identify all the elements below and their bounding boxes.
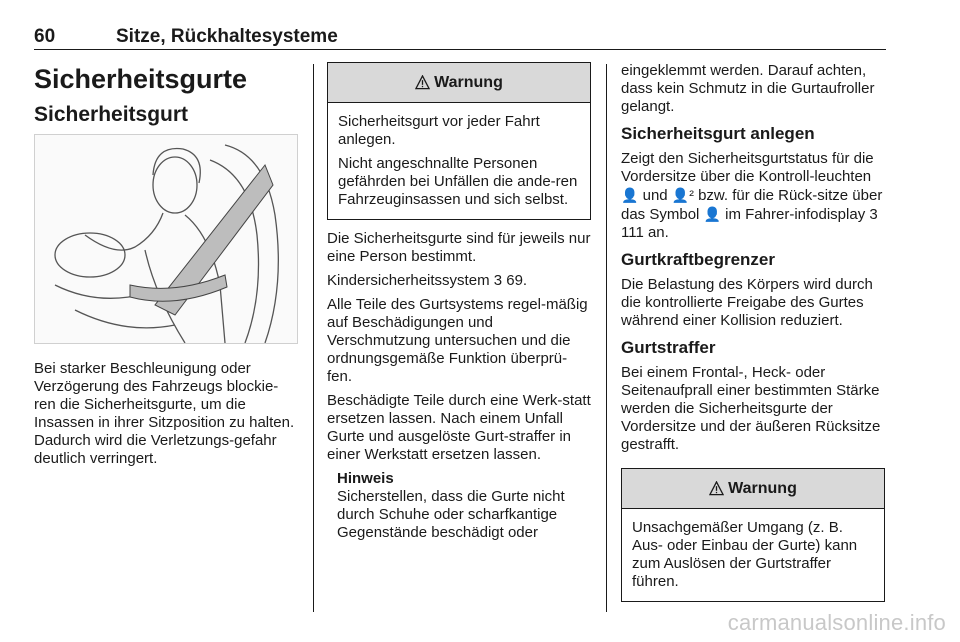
heading-gurtkraftbegrenzer: Gurtkraftbegrenzer <box>621 250 775 269</box>
column-divider-2 <box>606 64 607 612</box>
page-header <box>34 26 886 50</box>
column-divider-1 <box>313 64 314 612</box>
col2-p2-text: Kindersicherheitssystem <box>327 272 494 289</box>
heading-gurtstraffer: Gurtstraffer <box>621 338 716 357</box>
col1-paragraph: Bei starker Beschleunigung oder Verzögerung des Fahrzeugs blockie-ren die Sicherheitsgurte, um die Insassen in ihrer Sitzposition zu halten. Dadurch wird die Verletzungs-gefahr deutlich verringert. <box>34 360 295 467</box>
warning-header-1 <box>328 63 590 103</box>
note-title: Hinweis <box>337 470 394 487</box>
watermark: carmanualsonline.info <box>727 610 946 635</box>
page-number: 60 <box>34 26 56 47</box>
heading-sicherheitsgurt-anlegen: Sicherheitsgurt anlegen <box>621 124 815 143</box>
col2-paragraph-1: Die Sicherheitsgurte sind für jeweils nur eine Person bestimmt. <box>327 230 591 265</box>
column-3 <box>621 62 885 612</box>
col2-paragraph-3: Alle Teile des Gurtsystems regel-mäßig auf Beschädigungen und Verschmutzung untersuchen und die ordnungsgemäße Funktion überprü-fen. <box>327 296 588 385</box>
warning-triangle-icon <box>415 75 430 90</box>
kraft-paragraph: Die Belastung des Körpers wird durch die kontrollierte Freigabe des Gurtes während einer Kollision reduziert. <box>621 276 873 329</box>
running-title: Sitze, Rückhaltesysteme <box>116 26 338 47</box>
page-ref-link-69[interactable]: 3 69. <box>493 272 528 289</box>
warning-header-2 <box>622 469 884 509</box>
anlegen-text-d: im Fahrer-infodisplay <box>720 206 870 223</box>
chapter-title: Sicherheitsgurte <box>34 64 248 94</box>
anlegen-text-a: Zeigt den Sicherheitsgurtstatus für die Vordersitze über die Kontroll-leuchten <box>621 150 874 185</box>
col3-continuation: eingeklemmt werden. Darauf achten, dass kein Schmutz in die Gurtaufroller gelangt. <box>621 62 875 115</box>
note-text: Sicherstellen, dass die Gurte nicht durch Schuhe oder scharfkantige Gegenstände beschädigt oder <box>337 488 565 541</box>
warning-1-text-2: Nicht angeschnallte Personen gefährden bei Unfällen die ande-ren Fahrzeuginsassen und sich selbst. <box>338 155 578 208</box>
seatbelt-figure-drawing <box>35 135 297 343</box>
warning-2-text: Unsachgemäßer Umgang (z. B. Aus- oder Einbau der Gurte) kann zum Auslösen der Gurtstraffer führen. <box>632 519 858 590</box>
warning-title-2: Warnung <box>728 479 797 497</box>
col2-paragraph-4: Beschädigte Teile durch eine Werk-statt ersetzen lassen. Nach einem Unfall Gurte und ausgelöste Gurt-straffer in einer Werkstatt ersetzen lassen. <box>327 392 591 463</box>
warning-1-text-1: Sicherheitsgurt vor jeder Fahrt anlegen. <box>338 113 540 148</box>
note-box <box>337 470 591 542</box>
section-title: Sicherheitsgurt <box>34 103 189 126</box>
col2-paragraph-2 <box>327 272 591 290</box>
warning-body-1 <box>328 103 590 219</box>
column-2 <box>327 62 591 542</box>
seatbelt-warning-icon: 👤 <box>621 187 639 203</box>
seatbelt-passenger-icon: 👤² <box>671 187 694 203</box>
seatbelt-illustration <box>34 134 298 344</box>
warning-body-2 <box>622 509 884 601</box>
page-ref-link-111[interactable]: 3 111 an. <box>621 206 878 241</box>
seatbelt-rear-icon: 👤 <box>703 206 721 222</box>
warning-box-1 <box>327 62 591 220</box>
anlegen-text-b: und <box>638 187 672 204</box>
warning-title-1: Warnung <box>434 73 503 91</box>
warning-box-2 <box>621 468 885 602</box>
anlegen-text-c: bzw. für die Rück-sitze über das Symbol <box>621 187 883 223</box>
column-1 <box>34 62 298 474</box>
straffer-paragraph: Bei einem Frontal-, Heck- oder Seitenaufprall einer bestimmten Stärke werden die Sicherheitsgurte der Vordersitze und der äußeren Rücksitze gestrafft. <box>621 364 881 453</box>
warning-triangle-icon <box>709 481 724 496</box>
anlegen-paragraph <box>621 150 885 242</box>
